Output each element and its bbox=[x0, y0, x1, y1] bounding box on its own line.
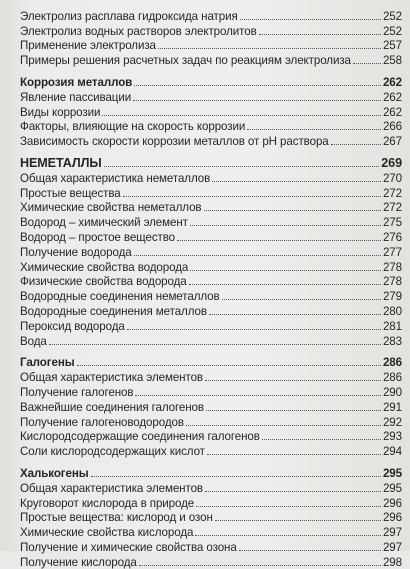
dot-leader bbox=[102, 115, 381, 116]
toc-entry-page-number: 272 bbox=[382, 186, 402, 200]
toc-entry-page-number: 291 bbox=[382, 400, 402, 414]
toc-entry-title: Химические свойства кислорода bbox=[20, 526, 194, 540]
toc-entry[interactable] bbox=[20, 333, 402, 348]
dot-leader bbox=[196, 506, 381, 507]
toc-section-heading[interactable] bbox=[20, 155, 402, 170]
toc-entry-title: Получение галогеноводородов bbox=[20, 415, 184, 429]
toc-entry[interactable] bbox=[20, 244, 402, 259]
toc-entry[interactable] bbox=[20, 369, 402, 384]
toc-entry[interactable] bbox=[20, 104, 402, 119]
dot-leader bbox=[240, 19, 381, 20]
toc-entry[interactable] bbox=[20, 495, 402, 510]
toc-entry-title: Применение электролиза bbox=[20, 39, 156, 53]
toc-entry-page-number: 295 bbox=[382, 466, 402, 480]
dot-leader bbox=[215, 520, 381, 521]
toc-entry[interactable] bbox=[20, 274, 402, 289]
toc-entry[interactable] bbox=[20, 229, 402, 244]
section-gap bbox=[20, 348, 402, 355]
toc-entry[interactable] bbox=[20, 119, 402, 134]
toc-entry-title: Халькогены bbox=[20, 466, 89, 480]
dot-leader bbox=[195, 535, 381, 536]
toc-entry[interactable] bbox=[20, 554, 402, 569]
toc-section-heading[interactable] bbox=[20, 355, 402, 370]
toc-entry-page-number: 286 bbox=[382, 356, 402, 370]
toc-entry-title: Явление пассивации bbox=[20, 90, 132, 104]
toc-entry-title: Простые вещества: кислород и озон bbox=[20, 511, 213, 525]
toc-entry-page-number: 295 bbox=[382, 481, 402, 495]
dot-leader bbox=[262, 439, 381, 440]
section-gap bbox=[20, 148, 402, 155]
dot-leader bbox=[212, 181, 381, 182]
toc-entry-page-number: 298 bbox=[382, 555, 402, 569]
toc-entry[interactable] bbox=[20, 23, 402, 38]
dot-leader bbox=[134, 255, 381, 256]
toc-entry[interactable] bbox=[20, 89, 402, 104]
toc-entry[interactable] bbox=[20, 259, 402, 274]
toc-entry[interactable] bbox=[20, 52, 402, 67]
toc-entry-title: Водородные соединения металлов bbox=[20, 304, 207, 318]
dot-leader bbox=[190, 225, 381, 226]
toc-entry-page-number: 297 bbox=[382, 540, 402, 554]
dot-leader bbox=[205, 491, 381, 492]
toc-entry[interactable] bbox=[20, 214, 402, 229]
toc-entry[interactable] bbox=[20, 399, 402, 414]
toc-entry-page-number: 258 bbox=[382, 54, 402, 68]
toc-entry-page-number: 286 bbox=[382, 371, 402, 385]
toc-entry-title: Физические свойства водорода bbox=[20, 275, 187, 289]
toc-entry-page-number: 252 bbox=[382, 9, 402, 23]
toc-entry[interactable] bbox=[20, 443, 402, 458]
dot-leader bbox=[123, 196, 381, 197]
toc-entry-title: Зависимость скорости коррозии металлов от pH раствора bbox=[20, 135, 329, 149]
toc-entry[interactable] bbox=[20, 539, 402, 554]
toc-entry-page-number: 280 bbox=[382, 304, 402, 318]
toc-entry-page-number: 281 bbox=[382, 319, 402, 333]
toc-section-heading[interactable] bbox=[20, 74, 402, 89]
toc-entry-page-number: 262 bbox=[382, 105, 402, 119]
toc-entry[interactable] bbox=[20, 8, 402, 23]
toc-entry-page-number: 269 bbox=[381, 155, 402, 170]
toc-section-heading[interactable] bbox=[20, 465, 402, 480]
toc-entry-page-number: 267 bbox=[382, 135, 402, 149]
dot-leader bbox=[134, 85, 381, 86]
toc-entry-page-number: 266 bbox=[382, 120, 402, 134]
toc-entry[interactable] bbox=[20, 414, 402, 429]
toc-entry-title: Получение галогенов bbox=[20, 385, 134, 399]
toc-entry-title: Получение и химические свойства озона bbox=[20, 540, 237, 554]
dot-leader bbox=[77, 365, 381, 366]
toc-entry-title: Пероксид водорода bbox=[20, 319, 125, 333]
toc-entry[interactable] bbox=[20, 303, 402, 318]
toc-entry-page-number: 293 bbox=[382, 430, 402, 444]
toc-entry-title: Галогены bbox=[20, 356, 75, 370]
toc-entry-title: Коррозия металлов bbox=[20, 75, 133, 89]
toc-entry-title: Получение кислорода bbox=[20, 555, 137, 569]
toc-entry-page-number: 276 bbox=[382, 230, 402, 244]
toc-entry-page-number: 279 bbox=[382, 290, 402, 304]
dot-leader bbox=[133, 100, 381, 101]
toc-entry-title: Кислородсодержащие соединения галогенов bbox=[20, 430, 260, 444]
toc-entry-title: Общая характеристика элементов bbox=[20, 371, 203, 385]
dot-leader bbox=[204, 210, 381, 211]
toc-entry-title: Получение водорода bbox=[20, 245, 132, 259]
dot-leader bbox=[91, 476, 381, 477]
toc-entry-page-number: 257 bbox=[382, 39, 402, 53]
dot-leader bbox=[177, 240, 381, 241]
toc-entry-title: Общая характеристика неметаллов bbox=[20, 171, 211, 185]
toc-entry-title: Примеры решения расчетных задач по реакциям электролиза bbox=[20, 54, 351, 68]
toc-entry-title: Водород – химический элемент bbox=[20, 216, 188, 230]
toc-entry[interactable] bbox=[20, 524, 402, 539]
toc-entry-page-number: 262 bbox=[382, 75, 402, 89]
toc-entry-title: Круговорот кислорода в природе bbox=[20, 496, 195, 510]
toc-entry[interactable] bbox=[20, 510, 402, 525]
toc-entry-page-number: 278 bbox=[382, 275, 402, 289]
toc-entry-page-number: 292 bbox=[382, 415, 402, 429]
toc-entry-title: Вода bbox=[20, 334, 47, 348]
toc-entry[interactable] bbox=[20, 38, 402, 53]
toc-entry-title: Электролиз расплава гидроксида натрия bbox=[20, 9, 238, 23]
toc-entry-page-number: 296 bbox=[382, 511, 402, 525]
toc-entry-page-number: 283 bbox=[382, 334, 402, 348]
dot-leader bbox=[353, 63, 381, 64]
dot-leader bbox=[190, 270, 381, 271]
dot-leader bbox=[222, 299, 381, 300]
toc-entry-title: Общая характеристика элементов bbox=[20, 481, 203, 495]
toc-entry-page-number: 277 bbox=[382, 245, 402, 259]
dot-leader bbox=[189, 284, 381, 285]
toc-entry-title: Электролиз водных растворов электролитов bbox=[20, 24, 257, 38]
dot-leader bbox=[209, 314, 381, 315]
toc-entry[interactable] bbox=[20, 384, 402, 399]
toc-entry[interactable] bbox=[20, 170, 402, 185]
toc-entry-title: Важнейшие соединения галогенов bbox=[20, 400, 204, 414]
dot-leader bbox=[206, 410, 381, 411]
dot-leader bbox=[139, 565, 381, 566]
toc-entry[interactable] bbox=[20, 429, 402, 444]
section-gap bbox=[20, 67, 402, 74]
toc-entry-page-number: 252 bbox=[382, 24, 402, 38]
toc-entry-page-number: 297 bbox=[382, 526, 402, 540]
table-of-contents bbox=[20, 8, 402, 569]
toc-entry-title: Химические свойства водорода bbox=[20, 260, 189, 274]
toc-entry-page-number: 296 bbox=[382, 496, 402, 510]
toc-entry[interactable] bbox=[20, 480, 402, 495]
toc-entry[interactable] bbox=[20, 288, 402, 303]
toc-entry[interactable] bbox=[20, 185, 402, 200]
dot-leader bbox=[186, 425, 381, 426]
toc-entry-title: НЕМЕТАЛЛЫ bbox=[20, 155, 102, 170]
toc-entry-title: Факторы, влияющие на скорость коррозии bbox=[20, 120, 246, 134]
toc-entry-page-number: 294 bbox=[382, 445, 402, 459]
section-gap bbox=[20, 458, 402, 465]
toc-entry[interactable] bbox=[20, 133, 402, 148]
dot-leader bbox=[207, 454, 381, 455]
toc-entry-title: Виды коррозии bbox=[20, 105, 101, 119]
dot-leader bbox=[331, 144, 381, 145]
dot-leader bbox=[247, 129, 381, 130]
toc-entry[interactable] bbox=[20, 318, 402, 333]
toc-entry[interactable] bbox=[20, 200, 402, 215]
dot-leader bbox=[259, 34, 381, 35]
toc-entry-page-number: 290 bbox=[382, 385, 402, 399]
dot-leader bbox=[135, 395, 381, 396]
toc-entry-title: Химические свойства неметаллов bbox=[20, 201, 202, 215]
dot-leader bbox=[104, 166, 380, 167]
toc-entry-page-number: 272 bbox=[382, 201, 402, 215]
dot-leader bbox=[205, 380, 381, 381]
dot-leader bbox=[158, 48, 381, 49]
toc-entry-page-number: 270 bbox=[382, 171, 402, 185]
toc-entry-title: Водород – простое вещество bbox=[20, 230, 176, 244]
toc-entry-page-number: 275 bbox=[382, 216, 402, 230]
dot-leader bbox=[127, 329, 381, 330]
dot-leader bbox=[49, 344, 381, 345]
toc-entry-title: Простые вещества bbox=[20, 186, 121, 200]
toc-entry-page-number: 278 bbox=[382, 260, 402, 274]
toc-entry-page-number: 262 bbox=[382, 90, 402, 104]
toc-entry-title: Соли кислородсодержащих кислот bbox=[20, 445, 205, 459]
toc-entry-title: Водородные соединения неметаллов bbox=[20, 290, 220, 304]
